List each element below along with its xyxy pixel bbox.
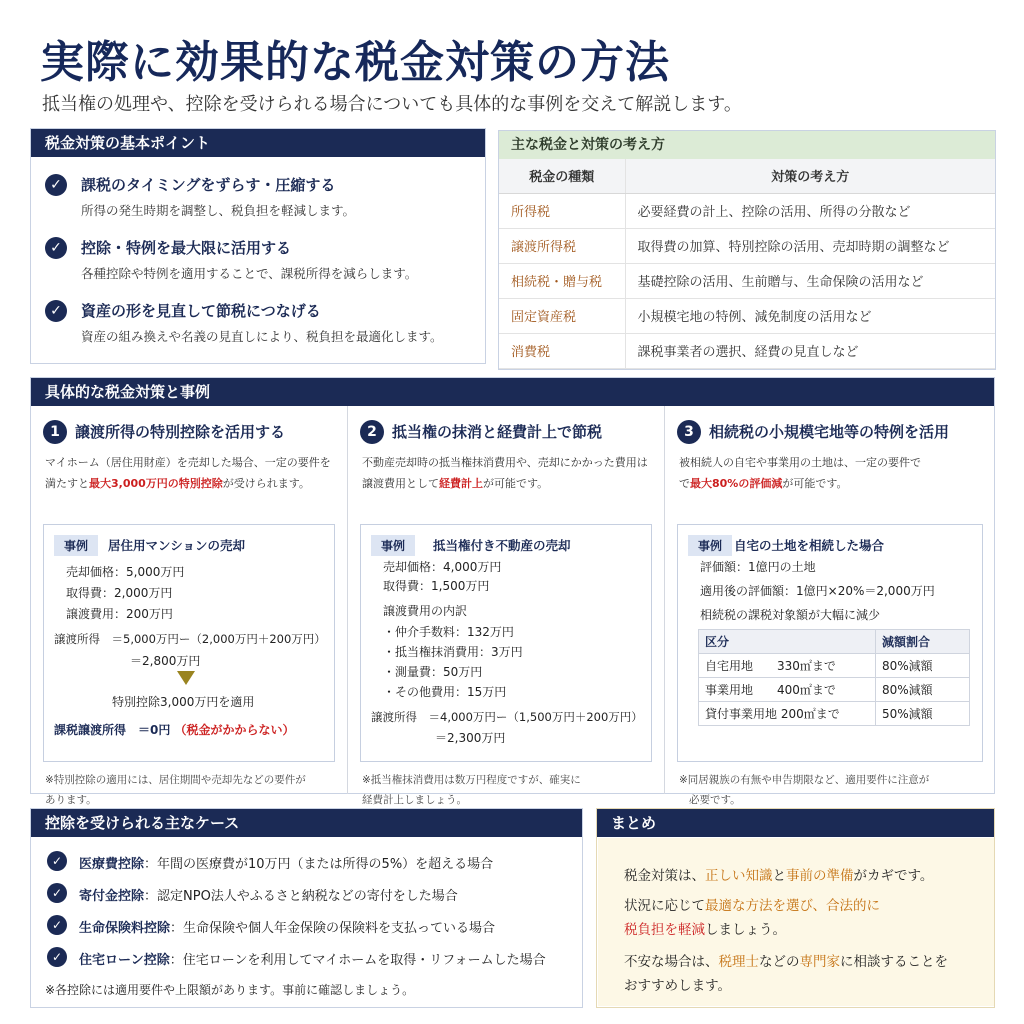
intro-text: が受けられます。 [222, 477, 310, 490]
example-note [45, 770, 306, 810]
check-icon: ✓ [45, 300, 67, 322]
example-case-box [677, 524, 983, 762]
case-line: 適用後の評価額：1億円×20%＝2,000万円 [700, 584, 935, 598]
summary-text: 状況に応じて [624, 898, 705, 914]
note-line: 必要です。 [689, 794, 741, 806]
intro-line: 被相続人の自宅や事業用の土地は、一定の要件で [679, 456, 921, 469]
summary-text: などの [759, 954, 800, 970]
tax-strategy: 必要経費の計上、控除の活用、所得の分散など [625, 193, 995, 228]
land-category: 自宅用地 330㎡まで [699, 654, 876, 678]
basic-point-title: 資産の形を見直して節税につなげる [81, 302, 321, 320]
case-line: 取得費：2,000万円 [66, 586, 173, 600]
example-title: 相続税の小規模宅地等の特例を活用 [709, 423, 950, 441]
case-line: 相続税の課税対象額が大幅に減少 [700, 608, 881, 622]
case-desc: ：住宅ローンを利用してマイホームを取得・リフォームした場合 [169, 953, 546, 968]
main-taxes-heading: 主な税金と対策の考え方 [499, 131, 995, 159]
case-desc: ：認定NPO法人やふるさと納税などの寄付をした場合 [144, 889, 458, 904]
tax-strategy: 取得費の加算、特別控除の活用、売却時期の調整など [625, 228, 995, 263]
case-line: 取得費：1,500万円 [383, 579, 490, 593]
summary-line [624, 950, 948, 970]
number-badge: 3 [677, 420, 701, 444]
basic-points-panel [30, 128, 486, 364]
basic-point-desc: 所得の発生時期を調整し、税負担を軽減します。 [81, 203, 356, 218]
summary-text: と [772, 868, 786, 884]
example-column-2 [347, 406, 664, 806]
taxes-table [499, 159, 995, 369]
case-tag: 事例 [54, 535, 98, 556]
case-text [79, 949, 546, 968]
tax-strategy: 小規模宅地の特例、減免制度の活用など [625, 298, 995, 333]
tax-strategy: 基礎控除の活用、生前贈与、生命保険の活用など [625, 263, 995, 298]
highlight-text: 専門家 [799, 954, 840, 970]
check-icon: ✓ [45, 174, 67, 196]
case-line: 譲渡費用：200万円 [66, 607, 173, 621]
summary-text: しましょう。 [705, 922, 786, 938]
summary-line [624, 864, 933, 884]
calc-line: 譲渡所得 ＝5,000万円ー（2,000万円＋200万円） [54, 632, 326, 646]
main-taxes-panel [498, 130, 996, 370]
example-intro [45, 452, 331, 494]
tax-strategy: 課税事業者の選択、経費の見直しなど [625, 333, 995, 368]
basic-point-desc: 各種控除や特例を適用することで、課税所得を減らします。 [81, 266, 418, 281]
case-title: 自宅の土地を相続した場合 [734, 538, 885, 553]
intro-line [362, 473, 648, 494]
reduction-rate: 50%減額 [876, 702, 970, 726]
reduction-rate: 80%減額 [876, 678, 970, 702]
table-row [499, 263, 995, 298]
case-text [79, 885, 458, 904]
check-icon: ✓ [47, 883, 67, 903]
number-badge: 1 [43, 420, 67, 444]
calc-result: ＝2,800万円 [130, 654, 201, 668]
case-name: 生命保険料控除 [79, 921, 171, 936]
note-line: 経費計上しましょう。 [362, 794, 467, 806]
intro-text: で [679, 477, 690, 490]
summary-text: 税金対策は、 [624, 868, 705, 884]
intro-text: が可能です。 [782, 477, 848, 490]
basic-point-desc: 資産の組み換えや名義の見直しにより、税負担を最適化します。 [81, 329, 443, 344]
tax-name: 譲渡所得税 [499, 228, 625, 263]
examples-heading: 具体的な税金対策と事例 [31, 378, 994, 406]
check-icon: ✓ [45, 237, 67, 259]
page-subtitle: 抵当権の処理や、控除を受けられる場合についても具体的な事例を交えて解説します。 [42, 94, 742, 115]
highlight-text: 正しい知識 [705, 868, 773, 884]
column-header: 減額割合 [876, 630, 970, 654]
case-desc: ：年間の医療費が10万円（または所得の5%）を超える場合 [144, 857, 494, 872]
cost-item: ・測量費：50万円 [383, 665, 483, 679]
intro-text: が可能です。 [483, 477, 549, 490]
case-tag: 事例 [371, 535, 415, 556]
case-title: 居住用マンションの売却 [108, 538, 245, 553]
example-case-box [43, 524, 335, 762]
intro-line: 不動産売却時の抵当権抹消費用や、売却にかかった費用は [362, 456, 648, 469]
highlight-text: 事前の準備 [786, 868, 854, 884]
down-arrow-icon [177, 671, 195, 685]
check-icon: ✓ [47, 851, 67, 871]
summary-text: に相談することを [840, 954, 948, 970]
case-name: 医療費控除 [79, 857, 145, 872]
intro-text: 満たすと [45, 477, 89, 490]
case-name: 住宅ローン控除 [79, 953, 170, 968]
calc-result: ＝2,300万円 [435, 731, 506, 745]
tax-name: 消費税 [499, 333, 625, 368]
table-header-row [499, 159, 995, 193]
example-title: 譲渡所得の特別控除を活用する [75, 423, 286, 441]
final-note: （税金がかからない） [174, 723, 295, 737]
check-icon: ✓ [47, 947, 67, 967]
case-name: 寄付金控除 [79, 889, 145, 904]
summary-text: がカギです。 [853, 868, 934, 884]
cost-item: ・その他費用：15万円 [383, 685, 507, 699]
tax-name: 固定資産税 [499, 298, 625, 333]
table-row [499, 333, 995, 368]
table-row [499, 298, 995, 333]
deduction-cases-panel [30, 808, 583, 1008]
summary-panel [596, 808, 995, 1008]
calc-line: 譲渡所得 ＝4,000万円ー（1,500万円＋200万円） [371, 710, 643, 724]
case-line: 売却価格：5,000万円 [66, 565, 185, 579]
case-desc: ：生命保険や個人年金保険の保険料を支払っている場合 [170, 921, 496, 936]
intro-line [679, 473, 921, 494]
case-text [79, 917, 495, 936]
summary-heading: まとめ [597, 809, 994, 837]
reduction-table [698, 629, 970, 726]
table-row [699, 702, 970, 726]
intro-text: 譲渡費用として [362, 477, 439, 490]
summary-text: 不安な場合は、 [624, 954, 719, 970]
note-line: ※特別控除の適用には、居住期間や売却先などの要件が [45, 774, 306, 786]
examples-panel [30, 377, 995, 806]
case-title: 抵当権付き不動産の売却 [433, 538, 571, 553]
tax-name: 相続税・贈与税 [499, 263, 625, 298]
example-note [679, 770, 929, 810]
highlight-text: 税負担を軽減 [624, 922, 705, 938]
intro-line [45, 473, 331, 494]
highlight-text: 最大3,000万円の特別控除 [89, 477, 223, 490]
cases-note: ※各控除には適用要件や上限額があります。事前に確認しましょう。 [45, 983, 415, 997]
example-column-1 [31, 406, 347, 806]
highlight-text: 経費計上 [439, 477, 483, 490]
case-line: 売却価格：4,000万円 [383, 560, 502, 574]
table-header-row [699, 630, 970, 654]
example-title: 抵当権の抹消と経費計上で節税 [392, 423, 603, 441]
case-line: 評価額：1億円の土地 [700, 560, 816, 574]
highlight-text: 最適な方法を選び、合法的に [705, 898, 880, 914]
cost-item: ・抵当権抹消費用：3万円 [383, 645, 523, 659]
table-row [499, 228, 995, 263]
example-intro [362, 452, 648, 494]
page-title: 実際に効果的な税金対策の方法 [40, 37, 670, 88]
example-intro [679, 452, 921, 494]
table-row [699, 678, 970, 702]
basic-points-heading: 税金対策の基本ポイント [31, 129, 485, 157]
basic-point-title: 控除・特例を最大限に活用する [81, 239, 292, 257]
intro-line: マイホーム（居住用財産）を売却した場合、一定の要件を [45, 456, 331, 469]
land-category: 事業用地 400㎡まで [699, 678, 876, 702]
cost-item: ・仲介手数料：132万円 [383, 625, 514, 639]
example-case-box [360, 524, 652, 762]
table-row [699, 654, 970, 678]
note-line: あります。 [45, 794, 97, 806]
summary-line: おすすめします。 [624, 978, 732, 994]
column-header: 対策の考え方 [625, 159, 995, 193]
reduction-rate: 80%減額 [876, 654, 970, 678]
check-icon: ✓ [47, 915, 67, 935]
table-row [499, 193, 995, 228]
final-label: 課税譲渡所得 ＝0円 [54, 723, 171, 737]
highlight-text: 最大80%の評価減 [690, 477, 783, 490]
example-note [362, 770, 581, 810]
summary-body [598, 838, 994, 1006]
highlight-text: 税理士 [718, 954, 759, 970]
note-line: ※抵当権抹消費用は数万円程度ですが、確実に [362, 774, 581, 786]
column-header: 区分 [699, 630, 876, 654]
case-line: 譲渡費用の内訳 [383, 604, 468, 618]
cases-heading: 控除を受けられる主なケース [31, 809, 582, 837]
deduction-label: 特別控除3,000万円を適用 [112, 695, 255, 709]
column-header: 税金の種類 [499, 159, 625, 193]
tax-name: 所得税 [499, 193, 625, 228]
summary-line [624, 894, 880, 914]
land-category: 貸付事業用地 200㎡まで [699, 702, 876, 726]
final-result [54, 721, 295, 738]
basic-point-title: 課税のタイミングをずらす・圧縮する [81, 176, 336, 194]
case-text [79, 853, 493, 872]
summary-line [624, 918, 786, 938]
example-column-3 [664, 406, 994, 806]
note-line: ※同居親族の有無や申告期限など、適用要件に注意が [679, 774, 930, 786]
case-tag: 事例 [688, 535, 732, 556]
number-badge: 2 [360, 420, 384, 444]
